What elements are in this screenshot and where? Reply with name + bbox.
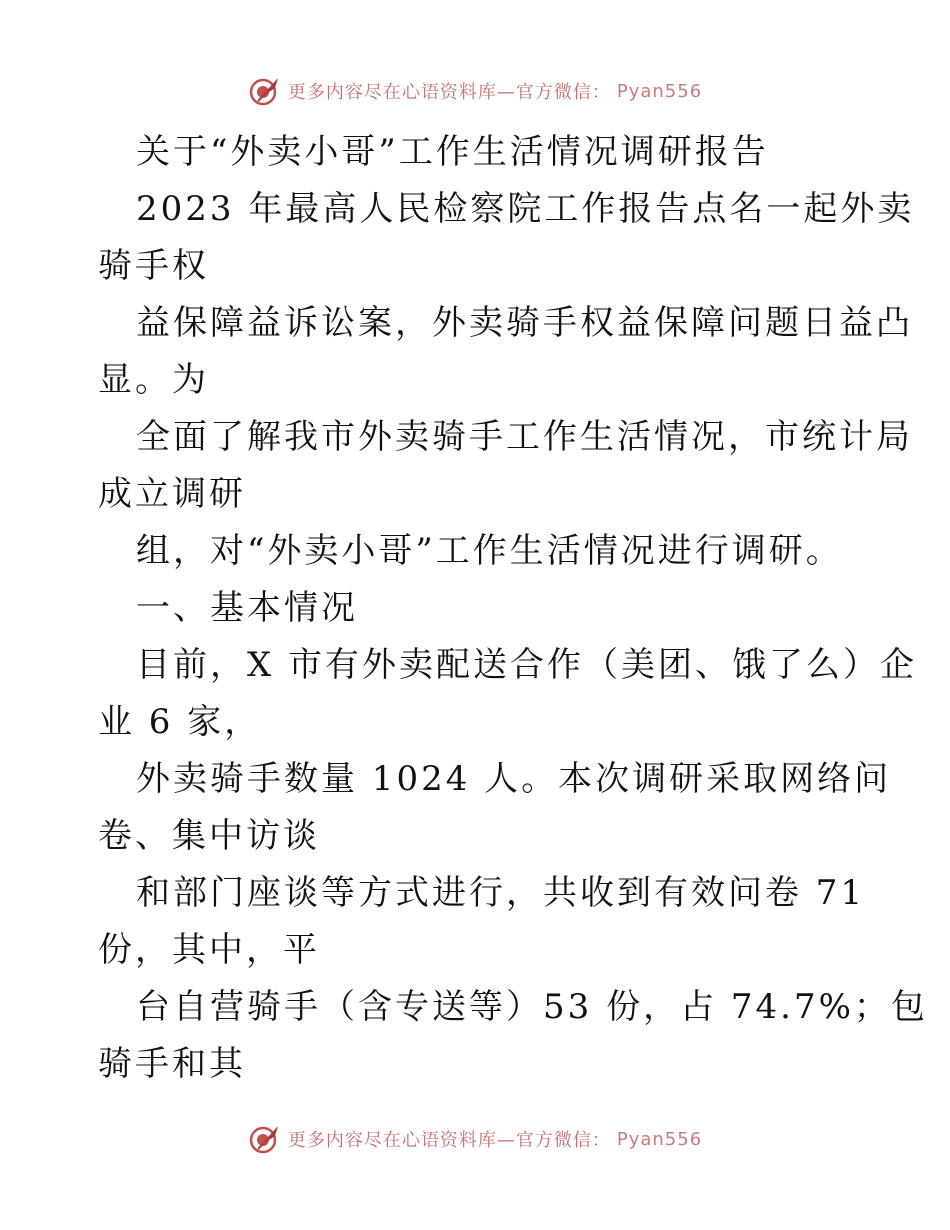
text-line: 外卖骑手数量 1024 人。本次调研采取网络问 — [136, 759, 892, 799]
text-line-wrap: 显。为 — [98, 360, 209, 400]
text-line-wrap: 份，其中，平 — [98, 930, 320, 970]
text-line-wrap: 卷、集中访谈 — [98, 816, 320, 856]
document-body — [0, 124, 950, 1093]
text-line: 全面了解我市外卖骑手工作生活情况，市统计局 — [136, 417, 913, 457]
title-line — [0, 124, 950, 181]
watermark-text: 更多内容尽在心语资料库—官方微信： — [287, 82, 611, 103]
text-line-wrap: 骑手和其 — [98, 1044, 246, 1084]
text-line-wrap: 成立调研 — [98, 474, 246, 514]
watermark-header — [0, 74, 950, 108]
text-line: 和部门座谈等方式进行，共收到有效问卷 71 — [136, 873, 866, 913]
paragraph-line — [0, 181, 950, 295]
paragraph-line — [0, 637, 950, 751]
paragraph-line — [0, 295, 950, 409]
paragraph-line — [0, 979, 950, 1093]
watermark-wechat-id: Pyan556 — [616, 80, 703, 102]
text-line: 台自营骑手（含专送等）53 份，占 74.7%；包 — [136, 987, 928, 1027]
paragraph-line — [0, 409, 950, 523]
section-heading — [0, 580, 950, 637]
paragraph-line — [0, 523, 950, 580]
text-line: 关于“外卖小哥”工作生活情况调研报告 — [136, 132, 769, 172]
feather-pen-seal-icon — [248, 1122, 282, 1156]
watermark-wechat-id: Pyan556 — [616, 1128, 703, 1150]
paragraph-line — [0, 865, 950, 979]
text-line: 一、基本情况 — [136, 588, 358, 628]
feather-pen-seal-icon — [248, 74, 282, 108]
text-line: 组，对“外卖小哥”工作生活情况进行调研。 — [136, 531, 843, 571]
text-line: 益保障益诉讼案，外卖骑手权益保障问题日益凸 — [136, 303, 913, 343]
text-line-wrap: 业 6 家， — [98, 702, 262, 742]
text-line: 目前，X 市有外卖配送合作（美团、饿了么）企 — [136, 645, 918, 685]
text-line: 2023 年最高人民检察院工作报告点名一起外卖 — [136, 189, 915, 229]
text-line-wrap: 骑手权 — [98, 246, 209, 286]
paragraph-line — [0, 751, 950, 865]
watermark-footer — [0, 1122, 950, 1156]
watermark-text: 更多内容尽在心语资料库—官方微信： — [287, 1130, 611, 1151]
